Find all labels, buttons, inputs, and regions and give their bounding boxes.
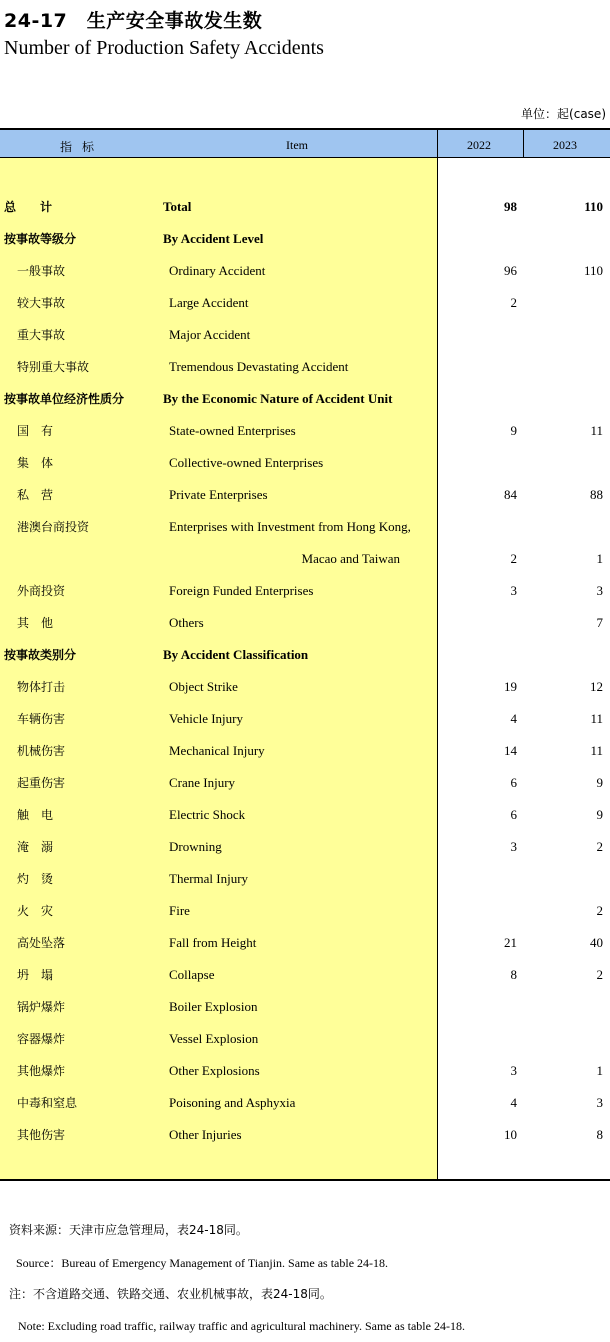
value-2023: 1 (596, 1063, 603, 1078)
unit-label: 单位：起(case) (521, 107, 606, 121)
row-label-en: Thermal Injury (169, 871, 249, 886)
table-row (0, 998, 610, 1030)
table-row (0, 326, 610, 358)
value-2023: 88 (590, 487, 603, 502)
table-bottom-rule (0, 1179, 610, 1181)
row-label-cn: 坍 塌 (17, 968, 54, 982)
row-label-en: Macao and Taiwan (301, 551, 400, 566)
value-2023: 110 (583, 263, 603, 278)
value-2023: 7 (596, 615, 603, 630)
row-label-en: Private Enterprises (169, 487, 268, 502)
row-label-en: Drowning (169, 839, 222, 854)
value-2022: 3 (510, 1063, 517, 1078)
table-row (0, 358, 610, 390)
footnote-note-cn: 注：不含道路交通、铁路交通、农业机械事故，表24-18同。 (9, 1287, 332, 1301)
row-label-en: Vehicle Injury (169, 711, 244, 726)
header-item-cn: 指标 (60, 140, 105, 154)
row-label-cn: 锅炉爆炸 (17, 1000, 66, 1014)
table-row (0, 550, 610, 582)
value-2022: 9 (510, 423, 517, 438)
value-2022: 4 (510, 1095, 517, 1110)
row-label-cn: 港澳台商投资 (17, 520, 90, 534)
row-label-en: State-owned Enterprises (169, 423, 296, 438)
row-label-cn: 较大事故 (17, 296, 66, 310)
row-label-cn: 物体打击 (17, 680, 66, 694)
row-label-en: Others (169, 615, 204, 630)
row-label-cn: 其他爆炸 (17, 1064, 66, 1078)
row-label-en: Boiler Explosion (169, 999, 258, 1014)
value-2022: 10 (504, 1127, 517, 1142)
table-row (0, 422, 610, 454)
row-label-en: Mechanical Injury (169, 743, 265, 758)
page-title-cn: 24-17 生产安全事故发生数 (4, 10, 263, 32)
table-row (0, 390, 610, 422)
table-row (0, 582, 610, 614)
row-label-en: Ordinary Accident (169, 263, 266, 278)
table-row (0, 870, 610, 902)
table-row (0, 1126, 610, 1158)
table-row (0, 1030, 610, 1062)
value-2022: 98 (504, 199, 517, 214)
table-row (0, 518, 610, 550)
value-2022: 6 (510, 807, 517, 822)
row-label-en: Electric Shock (169, 807, 246, 822)
value-2023: 2 (596, 839, 603, 854)
row-label-cn: 容器爆炸 (17, 1032, 66, 1046)
header-year-2022: 2022 (467, 138, 491, 152)
row-label-en: Crane Injury (169, 775, 236, 790)
table-row (0, 742, 610, 774)
row-label-cn: 车辆伤害 (17, 712, 66, 726)
table-row (0, 646, 610, 678)
value-2023: 2 (596, 903, 603, 918)
table-row (0, 294, 610, 326)
value-2022: 84 (504, 487, 517, 502)
page-title-en: Number of Production Safety Accidents (4, 37, 324, 59)
value-2022: 21 (504, 935, 517, 950)
value-2023: 1 (596, 551, 603, 566)
row-label-cn: 灼 烫 (17, 872, 54, 886)
row-label-en: Object Strike (169, 679, 238, 694)
row-label-en: Fire (169, 903, 190, 918)
value-2022: 3 (510, 583, 517, 598)
value-2023: 9 (596, 807, 603, 822)
table-row (0, 230, 610, 262)
row-label-cn: 淹 溺 (17, 840, 54, 854)
row-label-en: Fall from Height (169, 935, 257, 950)
table-row (0, 678, 610, 710)
value-2022: 14 (504, 743, 517, 758)
row-label-en: Poisoning and Asphyxia (169, 1095, 296, 1110)
row-label-en: Foreign Funded Enterprises (169, 583, 314, 598)
footnote-note-en: Note: Excluding road traffic, railway traffic and agricultural machinery. Same as table 24-18. (18, 1319, 465, 1333)
row-label-en: Total (163, 199, 192, 214)
footnote-source-en: Source：Bureau of Emergency Management of Tianjin. Same as table 24-18. (16, 1256, 389, 1270)
row-label-cn: 其 他 (17, 616, 54, 630)
value-2023: 11 (590, 423, 603, 438)
row-label-cn: 触 电 (17, 808, 54, 822)
table-row (0, 198, 610, 230)
row-label-en: Vessel Explosion (169, 1031, 259, 1046)
row-label-en: By Accident Level (163, 231, 264, 246)
header-item-en: Item (286, 138, 308, 152)
table-row (0, 614, 610, 646)
value-2022: 2 (510, 551, 517, 566)
table-row (0, 966, 610, 998)
row-label-cn: 国 有 (17, 424, 54, 438)
value-2022: 2 (510, 295, 517, 310)
row-label-en: Enterprises with Investment from Hong Kong, (169, 519, 411, 534)
value-2022: 96 (504, 263, 517, 278)
value-2022: 3 (510, 839, 517, 854)
table-row (0, 902, 610, 934)
row-label-cn: 特别重大事故 (17, 360, 90, 374)
row-label-en: Other Injuries (169, 1127, 242, 1142)
table-row (0, 838, 610, 870)
row-label-cn: 集 体 (17, 456, 54, 470)
table-row (0, 934, 610, 966)
table-row (0, 454, 610, 486)
value-2023: 110 (584, 199, 603, 214)
row-label-en: Other Explosions (169, 1063, 260, 1078)
value-2023: 12 (590, 679, 603, 694)
footnote-source-cn: 资料来源：天津市应急管理局，表24-18同。 (9, 1223, 248, 1237)
row-label-cn: 高处坠落 (17, 936, 66, 950)
value-2023: 3 (596, 1095, 603, 1110)
table-row (0, 774, 610, 806)
row-label-cn: 一般事故 (17, 264, 66, 278)
row-label-en: Collective-owned Enterprises (169, 455, 324, 470)
value-2023: 11 (590, 743, 603, 758)
value-2022: 8 (510, 967, 517, 982)
value-2022: 6 (510, 775, 517, 790)
header-year-2023: 2023 (553, 138, 577, 152)
row-label-cn: 私 营 (17, 488, 54, 502)
table-row (0, 710, 610, 742)
row-label-cn: 按事故类别分 (4, 648, 77, 662)
row-label-cn: 其他伤害 (17, 1128, 66, 1142)
row-label-cn: 机械伤害 (17, 744, 66, 758)
row-label-cn: 起重伤害 (17, 776, 66, 790)
column-divider-years (523, 128, 524, 158)
data-table (0, 128, 610, 1181)
row-label-en: Major Accident (169, 327, 251, 342)
value-2023: 2 (596, 967, 603, 982)
value-2023: 11 (590, 711, 603, 726)
table-row (0, 1094, 610, 1126)
row-label-en: Large Accident (169, 295, 249, 310)
table-row (0, 1062, 610, 1094)
row-label-en: By the Economic Nature of Accident Unit (163, 391, 393, 406)
row-label-cn: 按事故单位经济性质分 (4, 392, 125, 406)
value-2022: 4 (510, 711, 517, 726)
row-label-cn: 火 灾 (17, 904, 54, 918)
table-row (0, 262, 610, 294)
row-label-cn: 外商投资 (17, 584, 66, 598)
value-2023: 40 (590, 935, 603, 950)
table-row (0, 486, 610, 518)
row-label-cn: 中毒和窒息 (17, 1096, 78, 1110)
table-row (0, 806, 610, 838)
row-label-cn: 总 计 (4, 200, 53, 214)
value-2023: 8 (596, 1127, 603, 1142)
row-label-en: Collapse (169, 967, 215, 982)
row-label-en: Tremendous Devastating Accident (169, 359, 349, 374)
row-label-en: By Accident Classification (163, 647, 309, 662)
value-2023: 9 (596, 775, 603, 790)
value-2022: 19 (504, 679, 517, 694)
row-label-cn: 重大事故 (17, 328, 66, 342)
row-label-cn: 按事故等级分 (4, 232, 77, 246)
value-2023: 3 (596, 583, 603, 598)
table-header (0, 128, 610, 158)
